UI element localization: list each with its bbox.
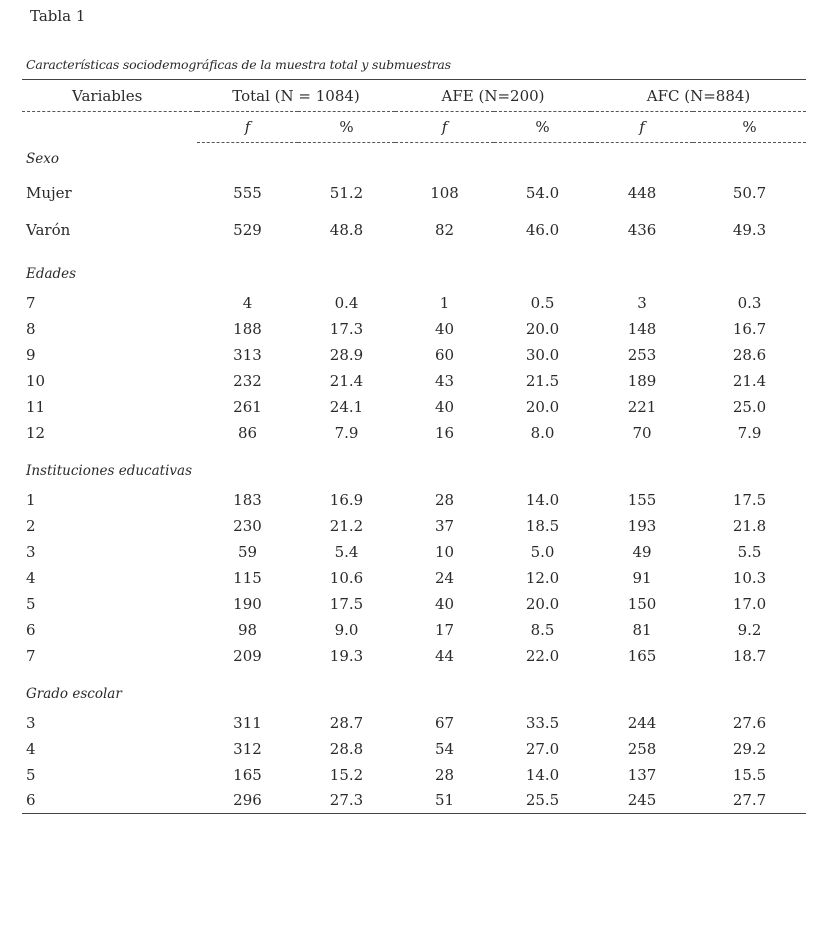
cell-percent: 46.0 bbox=[525, 221, 560, 239]
section-spacer bbox=[22, 446, 806, 456]
cell-frequency: 4 bbox=[242, 293, 253, 312]
cell-percent: 17.5 bbox=[329, 594, 364, 613]
cell-percent: 0.4 bbox=[334, 293, 359, 312]
table-row bbox=[22, 710, 806, 736]
table-row bbox=[22, 487, 806, 513]
table-row bbox=[22, 368, 806, 394]
cell-percent: 25.0 bbox=[732, 397, 767, 416]
cell-frequency: 193 bbox=[627, 516, 657, 535]
table-row bbox=[22, 762, 806, 788]
section-title: Grado escolar bbox=[26, 686, 122, 702]
cell-frequency: 49 bbox=[632, 542, 652, 561]
cell-percent: 21.8 bbox=[732, 516, 767, 535]
section-heading-row bbox=[22, 259, 806, 290]
section-title: Sexo bbox=[26, 150, 59, 167]
cell-percent: 27.7 bbox=[693, 788, 806, 814]
cell-frequency: 261 bbox=[233, 397, 262, 416]
cell-frequency: 148 bbox=[627, 319, 657, 338]
cell-percent: 10.6 bbox=[329, 568, 364, 587]
cell-frequency: 244 bbox=[627, 713, 657, 732]
column-header-afe: AFE (N=200) bbox=[441, 86, 545, 105]
cell-percent: 9.0 bbox=[334, 620, 359, 639]
cell-percent: 48.8 bbox=[329, 221, 364, 239]
cell-percent: 8.0 bbox=[530, 423, 555, 442]
cell-frequency: 436 bbox=[627, 221, 657, 239]
cell-percent: 5.0 bbox=[530, 542, 555, 561]
table-body bbox=[22, 143, 806, 814]
subheader-f: f bbox=[591, 112, 693, 143]
cell-frequency: 137 bbox=[627, 765, 657, 784]
cell-frequency: 232 bbox=[233, 371, 262, 390]
row-label: 6 bbox=[22, 788, 197, 814]
table-caption: Características sociodemográficas de la muestra total y submuestras bbox=[26, 57, 451, 72]
cell-percent: 5.4 bbox=[334, 542, 359, 561]
cell-percent: 10.3 bbox=[732, 568, 767, 587]
cell-frequency: 165 bbox=[233, 765, 262, 784]
cell-percent: 24.1 bbox=[329, 397, 364, 416]
cell-percent: 22.0 bbox=[525, 646, 560, 665]
cell-frequency: 91 bbox=[632, 568, 652, 587]
cell-frequency: 108 bbox=[430, 184, 459, 202]
cell-frequency: 165 bbox=[627, 646, 657, 665]
cell-percent: 50.7 bbox=[732, 184, 767, 202]
row-label: 5 bbox=[26, 765, 36, 784]
cell-percent: 17.0 bbox=[732, 594, 767, 613]
table-row bbox=[22, 591, 806, 617]
cell-frequency: 60 bbox=[434, 345, 455, 364]
row-label: Mujer bbox=[26, 184, 72, 202]
cell-percent: 27.3 bbox=[298, 788, 395, 814]
row-label: 4 bbox=[26, 739, 36, 758]
cell-frequency: 555 bbox=[233, 184, 262, 202]
cell-frequency: 40 bbox=[434, 397, 455, 416]
cell-frequency: 313 bbox=[233, 345, 262, 364]
cell-frequency: 16 bbox=[434, 423, 455, 442]
row-label: 1 bbox=[26, 490, 36, 509]
table-row bbox=[22, 565, 806, 591]
cell-frequency: 258 bbox=[627, 739, 657, 758]
cell-frequency: 221 bbox=[627, 397, 657, 416]
cell-percent: 0.5 bbox=[530, 293, 555, 312]
cell-frequency: 529 bbox=[233, 221, 262, 239]
cell-frequency: 448 bbox=[627, 184, 657, 202]
table-row bbox=[22, 212, 806, 249]
table-row bbox=[22, 788, 806, 814]
cell-frequency: 296 bbox=[197, 788, 298, 814]
row-label: 11 bbox=[26, 397, 46, 416]
cell-percent: 21.5 bbox=[525, 371, 560, 390]
cell-frequency: 43 bbox=[434, 371, 455, 390]
column-header-afc: AFC (N=884) bbox=[646, 86, 751, 105]
table-number: Tabla 1 bbox=[30, 7, 86, 25]
table-row bbox=[22, 420, 806, 446]
cell-percent: 15.2 bbox=[329, 765, 364, 784]
cell-frequency: 28 bbox=[434, 765, 455, 784]
cell-frequency: 44 bbox=[434, 646, 455, 665]
table-row bbox=[22, 316, 806, 342]
row-label: 12 bbox=[26, 423, 46, 442]
subheader-row bbox=[22, 112, 806, 143]
cell-frequency: 81 bbox=[632, 620, 652, 639]
cell-percent: 20.0 bbox=[525, 397, 560, 416]
subheader-pct: % bbox=[494, 112, 591, 143]
row-label: 10 bbox=[26, 371, 46, 390]
cell-percent: 18.5 bbox=[525, 516, 560, 535]
table-row bbox=[22, 290, 806, 316]
cell-frequency: 51 bbox=[395, 788, 494, 814]
cell-frequency: 70 bbox=[632, 423, 652, 442]
section-spacer bbox=[22, 249, 806, 259]
cell-frequency: 190 bbox=[233, 594, 262, 613]
cell-frequency: 40 bbox=[434, 594, 455, 613]
section-heading-row bbox=[22, 143, 806, 175]
cell-percent: 20.0 bbox=[525, 319, 560, 338]
cell-frequency: 150 bbox=[627, 594, 657, 613]
cell-percent: 17.3 bbox=[329, 319, 364, 338]
cell-percent: 5.5 bbox=[737, 542, 762, 561]
cell-percent: 33.5 bbox=[525, 713, 560, 732]
row-label: 5 bbox=[26, 594, 36, 613]
row-label: 6 bbox=[26, 620, 36, 639]
section-title: Instituciones educativas bbox=[26, 463, 193, 479]
cell-percent: 21.4 bbox=[732, 371, 767, 390]
cell-frequency: 188 bbox=[233, 319, 262, 338]
cell-frequency: 82 bbox=[434, 221, 455, 239]
cell-frequency: 54 bbox=[434, 739, 455, 758]
cell-frequency: 189 bbox=[627, 371, 657, 390]
section-spacer bbox=[22, 669, 806, 679]
cell-frequency: 67 bbox=[434, 713, 455, 732]
cell-percent: 8.5 bbox=[530, 620, 555, 639]
cell-percent: 27.0 bbox=[525, 739, 560, 758]
cell-frequency: 1 bbox=[439, 293, 450, 312]
table-row bbox=[22, 342, 806, 368]
subheader-pct: % bbox=[693, 112, 806, 143]
column-header-variables: Variables bbox=[72, 86, 143, 105]
row-label: Varón bbox=[26, 221, 71, 239]
section-title: Edades bbox=[26, 266, 77, 282]
row-label: 9 bbox=[26, 345, 36, 364]
cell-frequency: 10 bbox=[434, 542, 455, 561]
cell-percent: 28.8 bbox=[329, 739, 364, 758]
cell-percent: 9.2 bbox=[737, 620, 762, 639]
cell-percent: 29.2 bbox=[732, 739, 767, 758]
subheader-f: f bbox=[197, 112, 298, 143]
cell-percent: 7.9 bbox=[334, 423, 359, 442]
cell-percent: 21.2 bbox=[329, 516, 364, 535]
row-label: 8 bbox=[26, 319, 36, 338]
cell-frequency: 311 bbox=[233, 713, 262, 732]
cell-percent: 16.7 bbox=[732, 319, 767, 338]
section-heading-row bbox=[22, 679, 806, 710]
cell-percent: 18.7 bbox=[732, 646, 767, 665]
row-label: 2 bbox=[26, 516, 36, 535]
row-label: 4 bbox=[26, 568, 36, 587]
subheader-f: f bbox=[395, 112, 494, 143]
cell-frequency: 24 bbox=[434, 568, 455, 587]
cell-frequency: 115 bbox=[233, 568, 262, 587]
row-label: 3 bbox=[26, 713, 36, 732]
cell-percent: 16.9 bbox=[329, 490, 364, 509]
cell-percent: 20.0 bbox=[525, 594, 560, 613]
column-header-total: Total (N = 1084) bbox=[232, 86, 360, 105]
cell-percent: 15.5 bbox=[732, 765, 767, 784]
cell-percent: 30.0 bbox=[525, 345, 560, 364]
cell-frequency: 98 bbox=[237, 620, 258, 639]
cell-percent: 54.0 bbox=[525, 184, 560, 202]
cell-frequency: 183 bbox=[233, 490, 262, 509]
header-row bbox=[22, 80, 806, 112]
cell-frequency: 230 bbox=[233, 516, 262, 535]
row-label: 3 bbox=[26, 542, 36, 561]
cell-percent: 25.5 bbox=[494, 788, 591, 814]
table-row bbox=[22, 175, 806, 212]
table-row bbox=[22, 513, 806, 539]
cell-frequency: 253 bbox=[627, 345, 657, 364]
cell-frequency: 312 bbox=[233, 739, 262, 758]
cell-frequency: 3 bbox=[637, 293, 647, 312]
cell-percent: 19.3 bbox=[329, 646, 364, 665]
cell-frequency: 59 bbox=[237, 542, 258, 561]
table-row bbox=[22, 643, 806, 669]
cell-percent: 27.6 bbox=[732, 713, 767, 732]
cell-frequency: 86 bbox=[237, 423, 258, 442]
cell-percent: 28.6 bbox=[732, 345, 767, 364]
row-label: 7 bbox=[26, 293, 36, 312]
cell-frequency: 155 bbox=[627, 490, 657, 509]
cell-percent: 51.2 bbox=[329, 184, 364, 202]
cell-percent: 7.9 bbox=[737, 423, 762, 442]
cell-percent: 14.0 bbox=[525, 765, 560, 784]
cell-frequency: 37 bbox=[434, 516, 455, 535]
cell-frequency: 17 bbox=[434, 620, 455, 639]
table-row bbox=[22, 539, 806, 565]
subheader-pct: % bbox=[298, 112, 395, 143]
cell-percent: 0.3 bbox=[737, 293, 762, 312]
table-row bbox=[22, 736, 806, 762]
cell-percent: 12.0 bbox=[525, 568, 560, 587]
row-label: 7 bbox=[26, 646, 36, 665]
cell-frequency: 209 bbox=[233, 646, 262, 665]
cell-frequency: 40 bbox=[434, 319, 455, 338]
cell-percent: 28.9 bbox=[329, 345, 364, 364]
section-heading-row bbox=[22, 456, 806, 487]
cell-frequency: 245 bbox=[591, 788, 693, 814]
cell-percent: 28.7 bbox=[329, 713, 364, 732]
table-row bbox=[22, 617, 806, 643]
cell-frequency: 28 bbox=[434, 490, 455, 509]
cell-percent: 49.3 bbox=[732, 221, 767, 239]
cell-percent: 14.0 bbox=[525, 490, 560, 509]
cell-percent: 17.5 bbox=[732, 490, 767, 509]
cell-percent: 21.4 bbox=[329, 371, 364, 390]
sociodemographic-table bbox=[22, 79, 806, 814]
table-row bbox=[22, 394, 806, 420]
